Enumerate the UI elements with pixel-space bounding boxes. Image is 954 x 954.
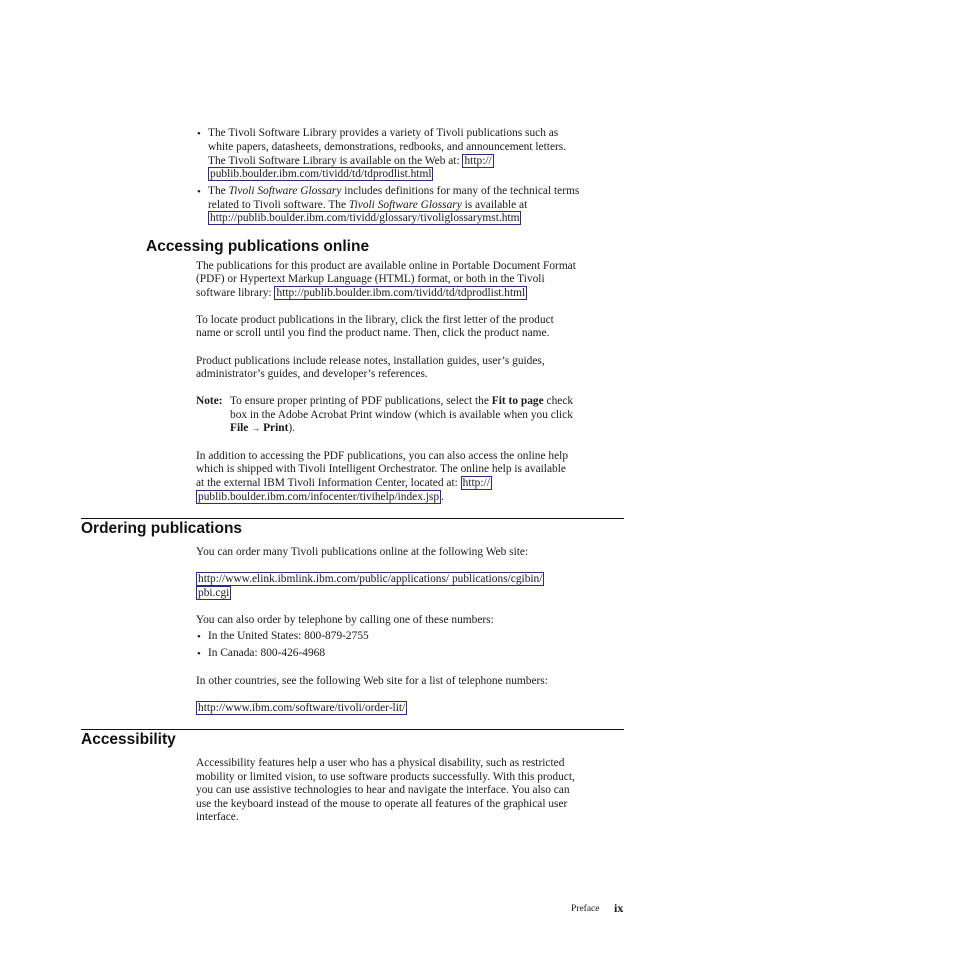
elink-link[interactable]: http://www.elink.ibmlink.ibm.com/public/applications/ publications/cgibin/ [198,573,543,585]
paragraph-line: The publications for this product are available online in Portable Document Format [196,260,576,272]
bullet-text: The Tivoli Software Library is available on the Web at: http:// [208,155,492,167]
section-heading-accessibility: Accessibility [81,731,176,748]
bullet-marker: • [197,631,201,643]
bullet-text [208,168,433,182]
bullet-marker: • [197,128,201,140]
paragraph-line: which is shipped with Tivoli Intelligent Orchestrator. The online help is available [196,463,566,475]
paragraph-line: interface. [196,811,239,823]
paragraph-line: name or scroll until you find the product name. Then, click the product name. [196,327,550,339]
bullet-marker: • [197,186,201,198]
bullet-text: The Tivoli Software Library provides a variety of Tivoli publications such as [208,127,559,139]
order-lit-link[interactable]: http://www.ibm.com/software/tivoli/order-lit/ [198,702,406,714]
footer-section: Preface [571,904,600,914]
infocenter-link-cont[interactable]: publib.boulder.ibm.com/infocenter/tivihelp/index.jsp [198,491,440,503]
phone-item: In the United States: 800-879-2755 [208,630,369,642]
paragraph-line: To locate product publications in the library, click the first letter of the product [196,314,554,326]
paragraph-line: software library: http://publib.boulder.ibm.com/tividd/td/tdprodlist.html [196,287,526,299]
tivoli-library-link[interactable]: http:// [464,155,492,167]
bullet-text: white papers, datasheets, demonstrations, redbooks, and announcement letters. [208,141,567,153]
paragraph-line [196,702,407,716]
bullet-text: related to Tivoli software. The Tivoli Software Glossary is available at [208,199,528,211]
paragraph-line: at the external IBM Tivoli Information Center, located at: http:// [196,477,490,489]
paragraph-line: mobility or limited vision, to use software products successfully. With this product, [196,771,575,783]
section-rule [81,518,624,519]
paragraph-line [196,587,231,601]
note-text: File → Print). [230,422,296,434]
tivoli-library-link-cont[interactable]: publib.boulder.ibm.com/tividd/td/tdprodlist.html [210,168,432,180]
paragraph-line [196,573,544,587]
paragraph-line: you can use assistive technologies to hear and navigate the interface. You also can [196,784,570,796]
paragraph-line: administrator’s guides, and developer’s references. [196,368,428,380]
note-text: To ensure proper printing of PDF publications, select the Fit to page check [230,395,574,407]
note-label: Note: [196,395,223,407]
paragraph-line: (PDF) or Hypertext Markup Language (HTML) format, or both in the Tivoli [196,273,545,285]
glossary-link[interactable]: http://publib.boulder.ibm.com/tividd/glossary/tivoliglossarymst.htm [210,212,520,224]
prodlist-link[interactable]: http://publib.boulder.ibm.com/tividd/td/tdprodlist.html [276,287,526,299]
paragraph-line: publib.boulder.ibm.com/infocenter/tivihelp/index.jsp . [198,491,444,503]
paragraph-line: You can also order by telephone by calling one of these numbers: [196,614,494,626]
paragraph-line: use the keyboard instead of the mouse to operate all features of the graphical user [196,798,568,810]
page-number: ix [614,901,624,915]
paragraph-line: Accessibility features help a user who has a physical disability, such as restricted [196,757,565,769]
paragraph-line: Product publications include release notes, installation guides, user’s guides, [196,355,545,367]
bullet-text: The Tivoli Software Glossary includes definitions for many of the technical terms [208,185,580,197]
section-heading-ordering: Ordering publications [81,520,243,537]
paragraph-line: In addition to accessing the PDF publications, you can also access the online help [196,450,569,462]
section-heading-accessing: Accessing publications online [146,238,370,255]
paragraph-line: You can order many Tivoli publications online at the following Web site: [196,546,529,558]
phone-item: In Canada: 800-426-4968 [208,647,326,659]
elink-link-cont[interactable]: pbi.cgi [198,587,230,599]
bullet-text [208,212,521,226]
note-text: box in the Adobe Acrobat Print window (which is available when you click [230,409,573,421]
infocenter-link[interactable]: http:// [462,477,490,489]
section-rule [81,729,624,730]
paragraph-line: In other countries, see the following Web site for a list of telephone numbers: [196,675,548,687]
bullet-marker: • [197,648,201,660]
